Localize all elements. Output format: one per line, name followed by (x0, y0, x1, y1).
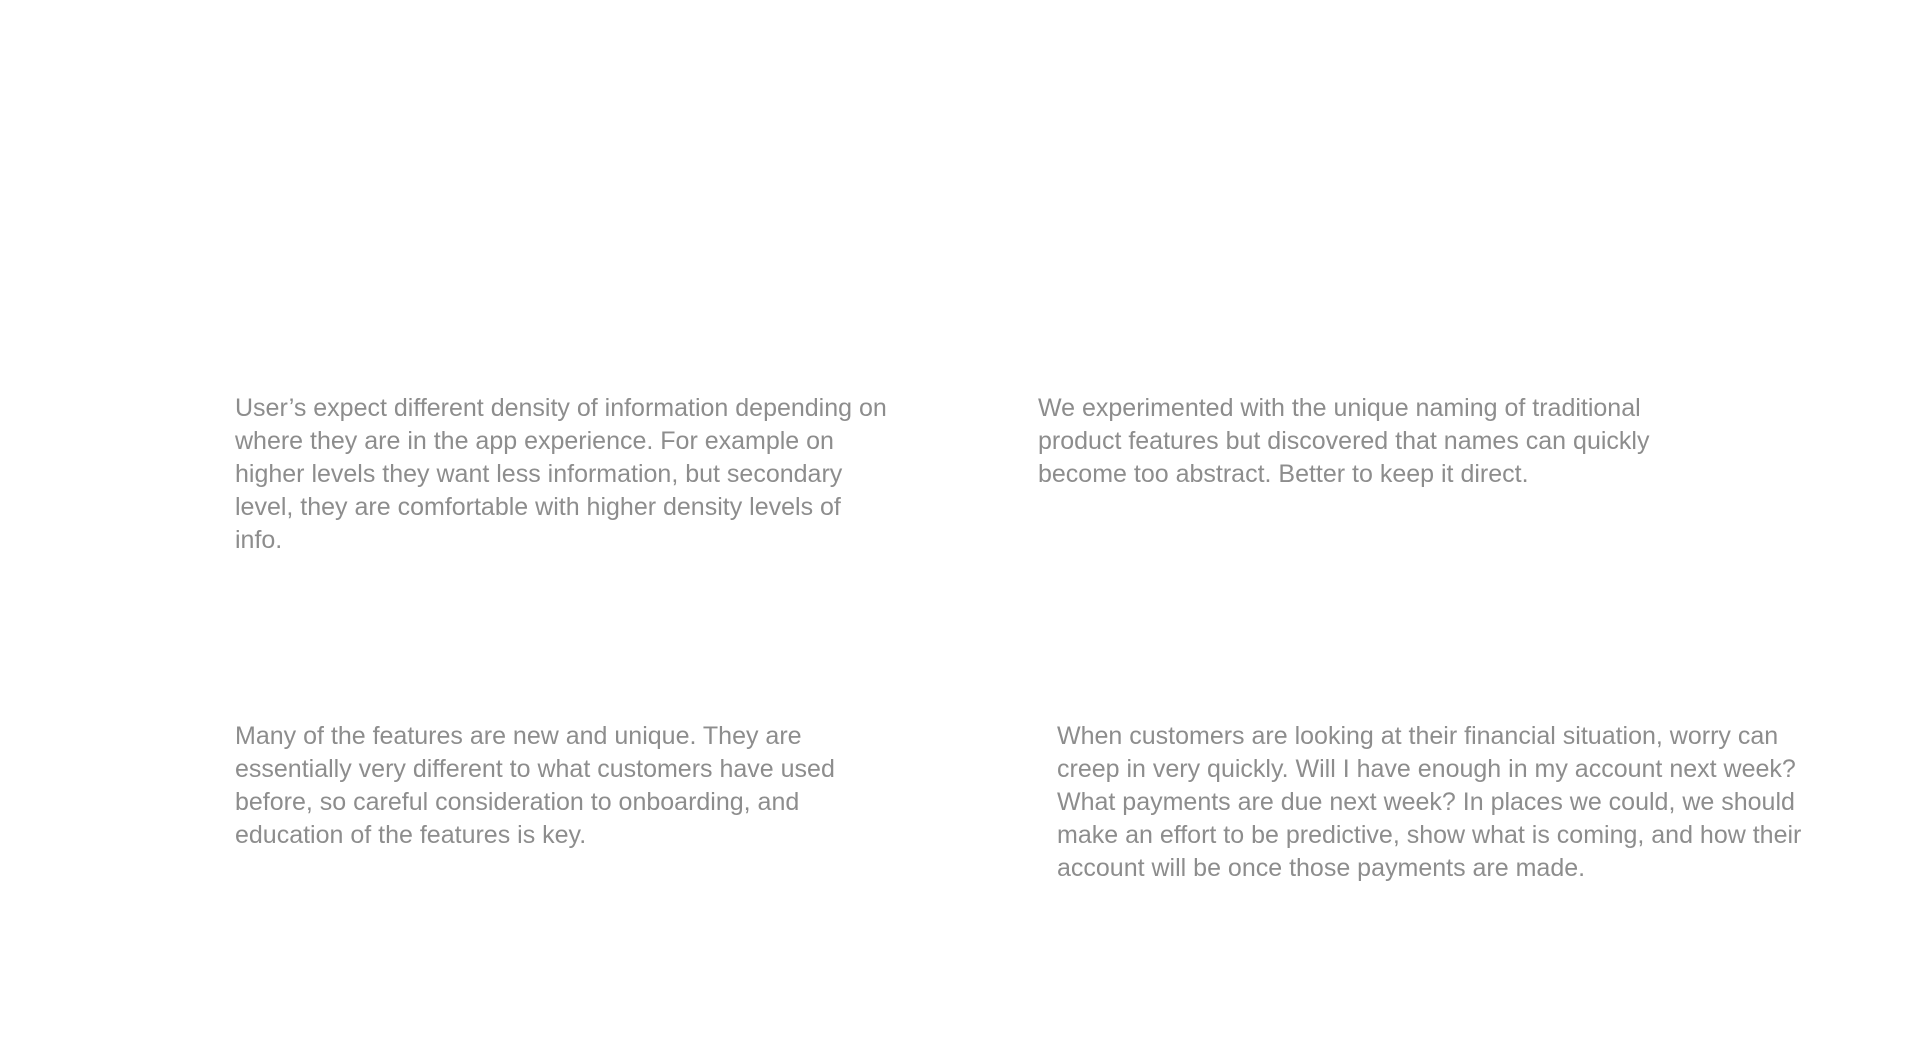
insight-note-onboarding-education: Many of the features are new and unique. They are essentially very different to what customers have used before, so careful consideration to onboarding, and education of the features is key. (235, 722, 835, 849)
insight-note-feature-naming: We experimented with the unique naming of traditional product features but discovered that names can quickly become too abstract. Better to keep it direct. (1038, 394, 1650, 488)
insight-note-information-density: User’s expect different density of information depending on where they are in the app experience. For example on higher levels they want less information, but secondary level, they are comfortable with higher density levels of info. (235, 394, 887, 554)
insight-note-predictive-finances: When customers are looking at their financial situation, worry can creep in very quickly. Will I have enough in my account next week? What payments are due next week? In places we could, we should make an effort to be predictive, show what is coming, and how their account will be once those payments are made. (1057, 722, 1802, 882)
